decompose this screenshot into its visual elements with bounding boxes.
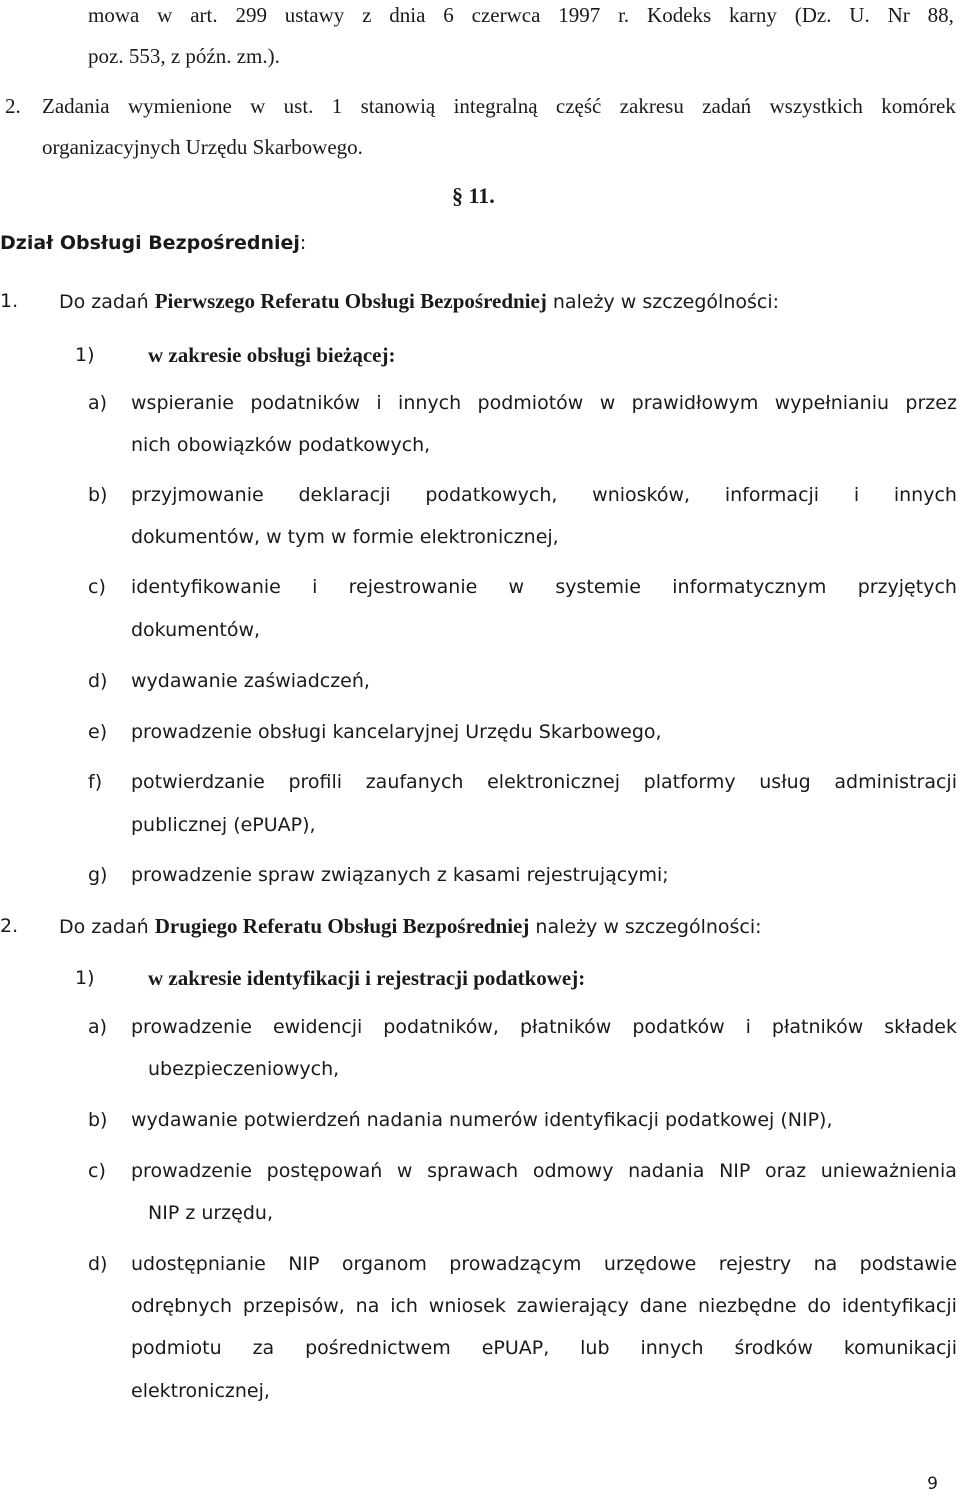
word: 88, bbox=[927, 3, 954, 27]
text-line: poz. 553, z późn. zm.). bbox=[88, 44, 280, 68]
text-line bbox=[42, 93, 956, 119]
referat-name: Drugiego Referatu Obsługi Bezpośredniej bbox=[154, 914, 530, 938]
word: 1 bbox=[331, 94, 343, 118]
word: 299 bbox=[235, 3, 267, 27]
word: prawidłowym bbox=[631, 392, 759, 414]
word: wypełnianiu bbox=[774, 392, 890, 414]
word: podatkowych, bbox=[425, 484, 558, 506]
item-line bbox=[131, 1158, 957, 1184]
item-line: wydawanie zaświadczeń, bbox=[131, 670, 370, 692]
word: podatków bbox=[632, 1016, 725, 1038]
word: ePUAP, bbox=[481, 1337, 550, 1359]
word: z bbox=[362, 3, 372, 27]
subsection-number: 1) bbox=[75, 967, 95, 989]
word: lub bbox=[580, 1337, 610, 1359]
word: innych bbox=[893, 484, 957, 506]
word: art. bbox=[190, 3, 218, 27]
word: za bbox=[252, 1337, 275, 1359]
item-letter: c) bbox=[88, 1160, 106, 1182]
word: komórek bbox=[881, 94, 956, 118]
word: informatycznym bbox=[672, 576, 827, 598]
word: Kodeks bbox=[647, 3, 712, 27]
word: prowadzenie bbox=[131, 1016, 252, 1038]
word: w bbox=[599, 392, 616, 414]
word: i bbox=[312, 576, 318, 598]
item-line: NIP z urzędu, bbox=[148, 1202, 273, 1224]
word: nadania bbox=[628, 1160, 705, 1182]
word: identyfikacji bbox=[841, 1295, 957, 1317]
word: ewidencji bbox=[272, 1016, 363, 1038]
word: mowa bbox=[88, 3, 140, 27]
department-heading bbox=[0, 230, 306, 256]
word: składek bbox=[884, 1016, 957, 1038]
word: (Dz. bbox=[794, 3, 832, 27]
item-line bbox=[131, 574, 957, 600]
word: 6 bbox=[443, 3, 454, 27]
word: odrębnych bbox=[131, 1295, 233, 1317]
item-line: elektronicznej, bbox=[131, 1380, 270, 1402]
word: prowadzącym bbox=[449, 1253, 582, 1275]
word: wspieranie bbox=[131, 392, 234, 414]
word: Nr bbox=[887, 3, 910, 27]
intro-post: należy w szczególności: bbox=[535, 916, 762, 938]
word: w bbox=[157, 3, 173, 27]
word: ustawy bbox=[284, 3, 345, 27]
text-line: organizacyjnych Urzędu Skarbowego. bbox=[42, 135, 363, 159]
word: profili bbox=[288, 771, 343, 793]
word: innych bbox=[398, 392, 462, 414]
referat-name: Pierwszego Referatu Obsługi Bezpośredniej bbox=[154, 289, 547, 313]
word: podatników bbox=[250, 392, 360, 414]
word: wymienione bbox=[127, 94, 232, 118]
subsection-heading: w zakresie identyfikacji i rejestracji podatkowej: bbox=[148, 966, 586, 990]
word: przepisów, bbox=[242, 1295, 345, 1317]
word: zadań bbox=[702, 94, 752, 118]
item-letter: a) bbox=[88, 1016, 108, 1038]
word: podmiotu bbox=[131, 1337, 222, 1359]
item-letter: b) bbox=[88, 484, 108, 506]
item-letter: b) bbox=[88, 1109, 108, 1131]
word: i bbox=[745, 1016, 751, 1038]
item-letter: e) bbox=[88, 721, 108, 743]
word: administracji bbox=[834, 771, 957, 793]
word: urzędowe bbox=[603, 1253, 697, 1275]
subsection-number: 1) bbox=[75, 344, 95, 366]
word: U. bbox=[849, 3, 870, 27]
word: Zadania bbox=[42, 94, 110, 118]
word: niezbędne bbox=[698, 1295, 797, 1317]
word: do bbox=[807, 1295, 832, 1317]
word: pośrednictwem bbox=[305, 1337, 451, 1359]
department-heading-colon: : bbox=[299, 232, 307, 254]
word: podstawie bbox=[859, 1253, 957, 1275]
word: przez bbox=[905, 392, 957, 414]
word: wszystkich bbox=[769, 94, 863, 118]
word: i bbox=[853, 484, 860, 506]
word: wniosków, bbox=[592, 484, 691, 506]
word: udostępnianie bbox=[131, 1253, 266, 1275]
item-line bbox=[131, 482, 957, 508]
item-line bbox=[131, 1335, 957, 1361]
paragraph-number: 1. bbox=[0, 290, 19, 312]
intro-post: należy w szczególności: bbox=[552, 291, 780, 313]
word: zakresu bbox=[619, 94, 684, 118]
word: przyjmowanie bbox=[131, 484, 264, 506]
word: na bbox=[813, 1253, 838, 1275]
text-line bbox=[88, 2, 954, 28]
word: platformy bbox=[643, 771, 736, 793]
word: wniosek bbox=[428, 1295, 506, 1317]
paragraph-intro bbox=[59, 913, 762, 940]
item-line bbox=[131, 390, 957, 416]
word: stanowią bbox=[360, 94, 436, 118]
item-letter: a) bbox=[88, 392, 108, 414]
word: sprawach bbox=[427, 1160, 519, 1182]
word: i bbox=[376, 392, 382, 414]
word: innych bbox=[640, 1337, 704, 1359]
word: NIP bbox=[288, 1253, 320, 1275]
item-line: wydawanie potwierdzeń nadania numerów identyfikacji podatkowej (NIP), bbox=[131, 1109, 833, 1131]
item-letter: g) bbox=[88, 864, 108, 886]
word: prowadzenie bbox=[131, 1160, 252, 1182]
paragraph-intro bbox=[59, 288, 779, 315]
item-line bbox=[131, 1293, 957, 1319]
word: organom bbox=[341, 1253, 427, 1275]
list-number: 2. bbox=[5, 94, 21, 118]
word: ust. bbox=[283, 94, 314, 118]
word: podatników, bbox=[383, 1016, 499, 1038]
word: część bbox=[555, 94, 602, 118]
subsection-heading: w zakresie obsługi bieżącej: bbox=[148, 343, 396, 367]
department-heading-title: Dział Obsługi Bezpośredniej bbox=[0, 232, 300, 254]
word: systemie bbox=[555, 576, 642, 598]
word: unieważnienia bbox=[820, 1160, 957, 1182]
item-line: prowadzenie spraw związanych z kasami rejestrującymi; bbox=[131, 864, 669, 886]
word: oraz bbox=[765, 1160, 807, 1182]
word: potwierdzanie bbox=[131, 771, 265, 793]
word: identyfikowanie bbox=[131, 576, 281, 598]
page-number: 9 bbox=[927, 1474, 938, 1494]
word: środków bbox=[734, 1337, 813, 1359]
item-letter: c) bbox=[88, 576, 106, 598]
item-line bbox=[131, 1014, 957, 1040]
item-line bbox=[131, 769, 957, 795]
word: podmiotów bbox=[477, 392, 584, 414]
item-line bbox=[131, 1251, 957, 1277]
word: integralną bbox=[453, 94, 538, 118]
word: w bbox=[250, 94, 266, 118]
word: deklaracji bbox=[298, 484, 391, 506]
word: czerwca bbox=[471, 3, 541, 27]
word: usług bbox=[759, 771, 811, 793]
word: na bbox=[355, 1295, 380, 1317]
word: NIP bbox=[719, 1160, 751, 1182]
paragraph-number: 2. bbox=[0, 915, 19, 937]
item-line: dokumentów, bbox=[131, 619, 261, 641]
word: dnia bbox=[389, 3, 426, 27]
word: postępowań bbox=[266, 1160, 383, 1182]
word: przyjętych bbox=[857, 576, 957, 598]
word: elektronicznej bbox=[487, 771, 620, 793]
item-line: nich obowiązków podatkowych, bbox=[131, 434, 431, 456]
word: 1997 bbox=[558, 3, 601, 27]
intro-pre: Do zadań bbox=[59, 291, 149, 313]
item-line: publicznej (ePUAP), bbox=[131, 814, 316, 836]
word: komunikacji bbox=[843, 1337, 957, 1359]
word: r. bbox=[618, 3, 630, 27]
word: zaufanych bbox=[365, 771, 464, 793]
word: dane bbox=[639, 1295, 688, 1317]
word: w bbox=[508, 576, 525, 598]
item-letter: d) bbox=[88, 670, 108, 692]
word: informacji bbox=[724, 484, 820, 506]
word: płatników bbox=[771, 1016, 864, 1038]
word: w bbox=[396, 1160, 413, 1182]
word: płatników bbox=[519, 1016, 612, 1038]
word: karny bbox=[729, 3, 777, 27]
word: ich bbox=[390, 1295, 418, 1317]
intro-pre: Do zadań bbox=[59, 916, 149, 938]
word: zawierający bbox=[516, 1295, 629, 1317]
item-line: prowadzenie obsługi kancelaryjnej Urzędu Skarbowego, bbox=[131, 721, 662, 743]
word: odmowy bbox=[532, 1160, 614, 1182]
item-line: ubezpieczeniowych, bbox=[148, 1058, 340, 1080]
item-line: dokumentów, w tym w formie elektronicznej, bbox=[131, 526, 559, 548]
section-number: § 11. bbox=[452, 183, 495, 208]
item-letter: d) bbox=[88, 1253, 108, 1275]
word: rejestrowanie bbox=[348, 576, 478, 598]
item-letter: f) bbox=[88, 771, 103, 793]
word: rejestry bbox=[718, 1253, 792, 1275]
